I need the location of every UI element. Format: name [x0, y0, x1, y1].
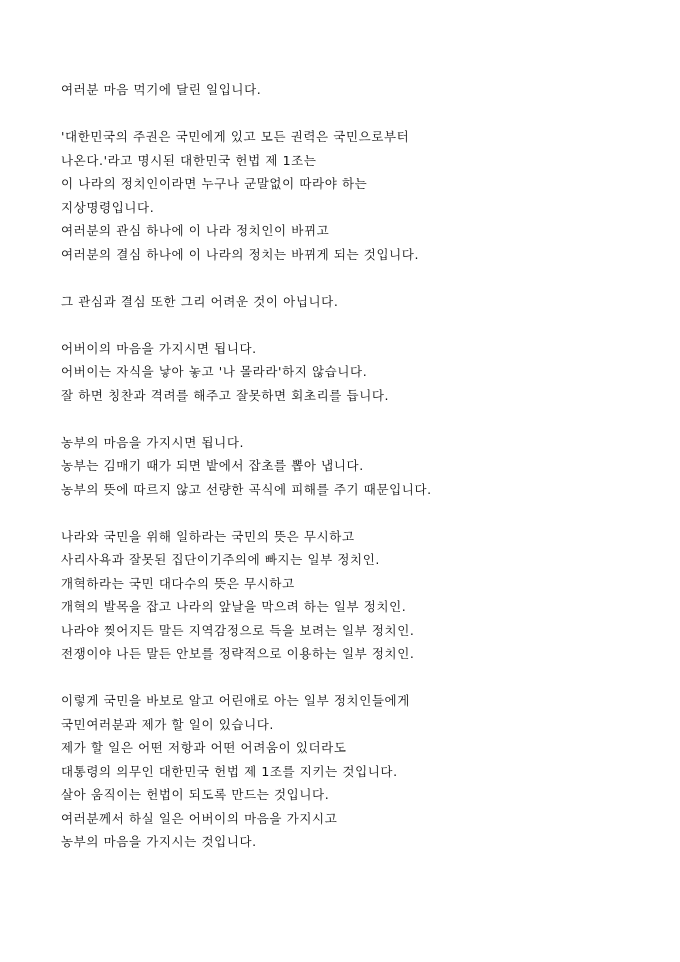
- text-line: 그 관심과 결심 또한 그리 어려운 것이 아닙니다.: [61, 293, 339, 309]
- text-line: 전쟁이야 나든 말든 안보를 정략적으로 이용하는 일부 정치인.: [61, 646, 415, 661]
- text-line: 지상명령입니다.: [61, 199, 155, 215]
- text-line: 나라와 국민을 위해 일하라는 국민의 뜻은 무시하고: [61, 528, 355, 544]
- text-line: 제가 할 일은 어떤 저항과 어떤 어려움이 있더라도: [61, 740, 347, 755]
- text-line: 농부의 마음을 가지시면 됩니다.: [61, 434, 245, 450]
- text-line: 어버이는 자식을 낳아 놓고 '나 몰라라'하지 않습니다.: [61, 364, 368, 379]
- paragraph-gap: [61, 102, 661, 126]
- text-line: 어버이의 마음을 가지시면 됩니다.: [61, 340, 257, 356]
- paragraph-gap: [61, 266, 661, 290]
- text-line: 이 나라의 정치인이라면 누구나 군말없이 따라야 하는: [61, 176, 368, 191]
- text-line: 농부의 마음을 가지시는 것입니다.: [61, 834, 257, 849]
- document-body: [61, 78, 661, 854]
- paragraph-6: [61, 525, 661, 666]
- text-line: 개혁하라는 국민 대다수의 뜻은 무시하고: [61, 575, 295, 591]
- text-line: 여러분 마음 먹기에 달린 일입니다.: [61, 82, 262, 97]
- text-line: 여러분의 관심 하나에 이 나라 정치인이 바뀌고: [61, 223, 330, 238]
- text-line: 대통령의 의무인 대한민국 헌법 제 1조를 지키는 것입니다.: [61, 763, 398, 779]
- paragraph-gap: [61, 313, 661, 337]
- text-line: 사리사욕과 잘못된 집단이기주의에 빠지는 일부 정치인.: [61, 552, 380, 567]
- text-line: 나라야 찢어지든 말든 지역감정으로 득을 보려는 일부 정치인.: [61, 622, 415, 638]
- text-line: 잘 하면 칭찬과 격려를 해주고 잘못하면 회초리를 듭니다.: [61, 387, 390, 403]
- paragraph-5: [61, 431, 661, 502]
- paragraph-7: [61, 689, 661, 854]
- text-line: 여러분의 결심 하나에 이 나라의 정치는 바뀌게 되는 것입니다.: [61, 246, 420, 262]
- paragraph-gap: [61, 501, 661, 525]
- text-line: 농부의 뜻에 따르지 않고 선량한 곡식에 피해를 주기 때문입니다.: [61, 481, 432, 497]
- text-line: 나온다.'라고 명시된 대한민국 헌법 제 1조는: [61, 152, 317, 168]
- text-line: 개혁의 발목을 잡고 나라의 앞날을 막으려 하는 일부 정치인.: [61, 599, 407, 614]
- text-line: 이렇게 국민을 바보로 알고 어린애로 아는 일부 정치인들에게: [61, 693, 410, 708]
- text-line: 살아 움직이는 헌법이 되도록 만드는 것입니다.: [61, 787, 330, 802]
- text-line: 국민여러분과 제가 할 일이 있습니다.: [61, 716, 274, 732]
- paragraph-1: [61, 78, 661, 102]
- paragraph-gap: [61, 407, 661, 431]
- text-line: 농부는 김매기 때가 되면 밭에서 잡초를 뽑아 냅니다.: [61, 458, 364, 473]
- paragraph-4: [61, 337, 661, 408]
- paragraph-2: [61, 125, 661, 266]
- paragraph-3: [61, 290, 661, 314]
- text-line: 여러분께서 하실 일은 어버이의 마음을 가지시고: [61, 810, 338, 826]
- text-line: '대한민국의 주권은 국민에게 있고 모든 권력은 국민으로부터: [61, 129, 410, 144]
- paragraph-gap: [61, 666, 661, 690]
